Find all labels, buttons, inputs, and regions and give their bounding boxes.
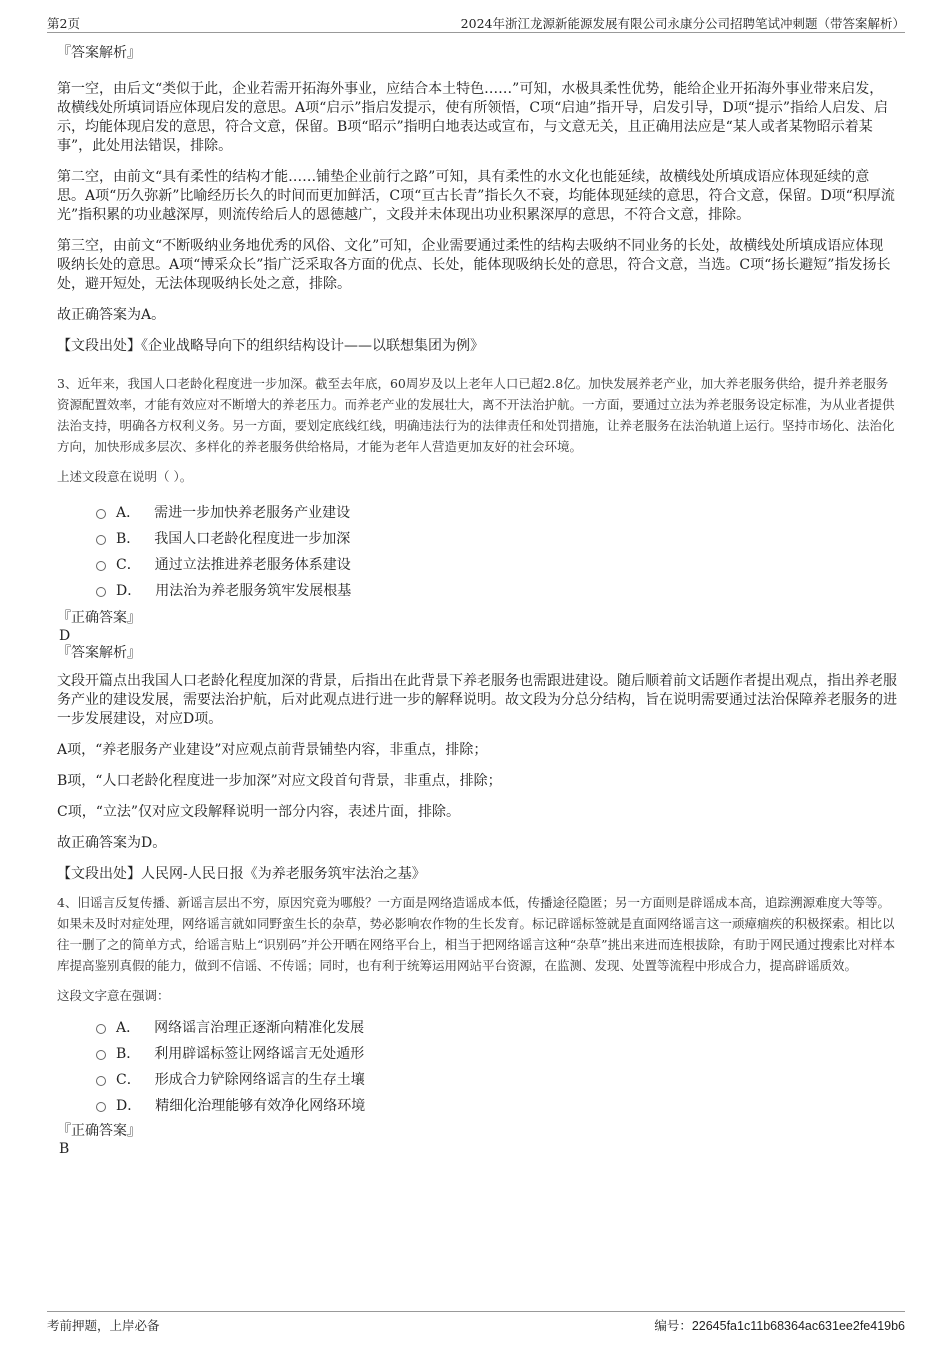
radio-icon[interactable] bbox=[96, 561, 106, 571]
q3-conclusion: 故正确答案为D。 bbox=[57, 835, 167, 851]
document-code bbox=[654, 1316, 905, 1334]
document-title: 2024年浙江龙源新能源发展有限公司永康分公司招聘笔试冲刺题（带答案解析） bbox=[460, 16, 905, 31]
q3-answer: D bbox=[59, 628, 71, 644]
q4-answer-label: 『正确答案』 bbox=[57, 1123, 141, 1139]
q2-analysis-p3: 第三空，由前文“不断吸纳业务地优秀的风俗、文化”可知，企业需要通过柔性的结构去吸纳不同业务的长处，故横线处所填成语应体现吸纳长处的意思。A项“博采众长”指广泛采取各方面的优点、长处，能体现吸纳长处的意思，符合文意，当选。C项“扬长避短”指发扬长处，避开短处，无法体现吸纳长处之意，排除。 bbox=[57, 238, 891, 292]
q4-prompt: 这段文字意在强调： bbox=[57, 988, 170, 1003]
radio-icon[interactable] bbox=[96, 509, 106, 519]
q2-analysis-p2: 第二空，由前文“具有柔性的结构才能……铺垫企业前行之路”可知，具有柔性的水文化也能延续，故横线处所填成语应体现延续的意思。A项“历久弥新”比喻经历长久的时间而更加鲜活，C项“亘古长青”指长久不衰，均能体现延续的意思，符合文意，保留。D项“积厚流光”指积累的功业越深厚，则流传给后人的恩德越广，文段并未体现出功业积累深厚的意思，不符合文意，排除。 bbox=[57, 169, 895, 223]
q3-text: 3、近年来，我国人口老龄化程度进一步加深。截至去年底，60周岁及以上老年人口已超2.8亿。加快发展养老产业，加大养老服务供给，提升养老服务资源配置效率，才能有效应对不断增大的养老压力。而养老产业的发展壮大，离不开法治护航。一方面，要通过立法为养老服务设定标准，为从业者提供法治支持，明确各方权利义务。另一方面，要划定底线红线，明确违法行为的法律责任和处罚措施，让养老服务在法治轨道上运行。坚持市场化、法治化方向，加快形成多层次、多样化的养老服务供给格局，才能为老年人营造更加友好的社会环境。 bbox=[57, 376, 895, 454]
q4-option-b[interactable]: B． 利用辟谣标签让网络谣言无处遁形 bbox=[96, 1040, 897, 1066]
radio-icon[interactable] bbox=[96, 1076, 106, 1086]
q4-option-d[interactable]: D． 精细化治理能够有效净化网络环境 bbox=[96, 1092, 897, 1118]
q2-source: 【文段出处】《企业战略导向下的组织结构设计——以联想集团为例》 bbox=[57, 338, 484, 354]
document-body bbox=[57, 44, 897, 1157]
q3-option-c[interactable]: C． 通过立法推进养老服务体系建设 bbox=[96, 551, 897, 577]
q2-analysis-p1: 第一空，由后文“类似于此，企业若需开拓海外事业，应结合本土特色……”可知，水极具柔性优势，能给企业开拓海外事业带来启发，故横线处所填词语应体现启发的意思。A项“启示”指启发提示，使有所领悟，C项“启迪”指开导，启发引导，D项“提示”指给人启发、启示，均能体现启发的意思，符合文意，保留。B项“昭示”指明白地表达或宣布，与文意无关，且正确用法应是“某人或者某物昭示着某事”，此处用法错误，排除。 bbox=[57, 81, 888, 154]
q3-answer-label: 『正确答案』 bbox=[57, 610, 141, 626]
q3-option-d[interactable]: D． 用法治为养老服务筑牢发展根基 bbox=[96, 577, 897, 603]
q4-option-a[interactable]: A． 网络谣言治理正逐渐向精准化发展 bbox=[96, 1014, 897, 1040]
page-number: 第2页 bbox=[47, 16, 80, 31]
q2-conclusion: 故正确答案为A。 bbox=[57, 307, 166, 323]
radio-icon[interactable] bbox=[96, 1050, 106, 1060]
code-value: 22645fa1c11b68364ac631ee2fe419b6 bbox=[691, 1319, 905, 1333]
q3-analysis-label: 『答案解析』 bbox=[57, 645, 141, 661]
q3-analysis-c: C项，“立法”仅对应文段解释说明一部分内容，表述片面，排除。 bbox=[57, 804, 461, 820]
radio-icon[interactable] bbox=[96, 1024, 106, 1034]
code-label: 编号： bbox=[654, 1318, 692, 1333]
q3-analysis-p1: 文段开篇点出我国人口老龄化程度加深的背景，后指出在此背景下养老服务也需跟进建设。随后顺着前文话题作者提出观点，指出养老服务产业的建设发展，需要法治护航，后对此观点进行进一步的解释说明。故文段为分总分结构，旨在说明需要通过法治保障养老服务的进一步发展建设，对应D项。 bbox=[57, 673, 897, 727]
page-footer bbox=[47, 1311, 905, 1333]
q3-analysis-b: B项，“人口老龄化程度进一步加深”对应文段首句背景，非重点，排除； bbox=[57, 773, 502, 789]
q4-answer: B bbox=[59, 1141, 70, 1157]
radio-icon[interactable] bbox=[96, 587, 106, 597]
q4-options bbox=[57, 1014, 897, 1118]
q3-analysis-a: A项，“养老服务产业建设”对应观点前背景铺垫内容，非重点，排除； bbox=[57, 742, 488, 758]
radio-icon[interactable] bbox=[96, 535, 106, 545]
q4-text: 4、旧谣言反复传播、新谣言层出不穷，原因究竟为哪般？一方面是网络造谣成本低，传播途径隐匿；另一方面则是辟谣成本高，追踪溯源难度大等等。如果未及时对症处理，网络谣言就如同野蛮生长的杂草，势必影响农作物的生长发育。标记辟谣标签就是直面网络谣言这一顽瘴痼疾的积极探索。相比以往一删了之的简单方式，给谣言贴上“识别码”并公开晒在网络平台上，相当于把网络谣言这种“杂草”挑出来进而连根拔除，有助于网民通过搜索比对样本库提高鉴别真假的能力，做到不信谣、不传谣；同时，也有利于统筹运用网站平台资源，在监测、发现、处置等流程中形成合力，提高辟谣质效。 bbox=[57, 895, 896, 973]
q2-analysis-label: 『答案解析』 bbox=[57, 45, 141, 61]
radio-icon[interactable] bbox=[96, 1102, 106, 1112]
q3-option-a[interactable]: A． 需进一步加快养老服务产业建设 bbox=[96, 499, 897, 525]
q3-options bbox=[57, 499, 897, 603]
q3-option-b[interactable]: B． 我国人口老龄化程度进一步加深 bbox=[96, 525, 897, 551]
q3-prompt: 上述文段意在说明（ ）。 bbox=[57, 469, 193, 484]
footer-slogan: 考前押题，上岸必备 bbox=[47, 1318, 160, 1333]
page-header bbox=[47, 10, 905, 33]
q4-option-c[interactable]: C． 形成合力铲除网络谣言的生存土壤 bbox=[96, 1066, 897, 1092]
q3-source: 【文段出处】人民网-人民日报《为养老服务筑牢法治之基》 bbox=[57, 866, 426, 882]
